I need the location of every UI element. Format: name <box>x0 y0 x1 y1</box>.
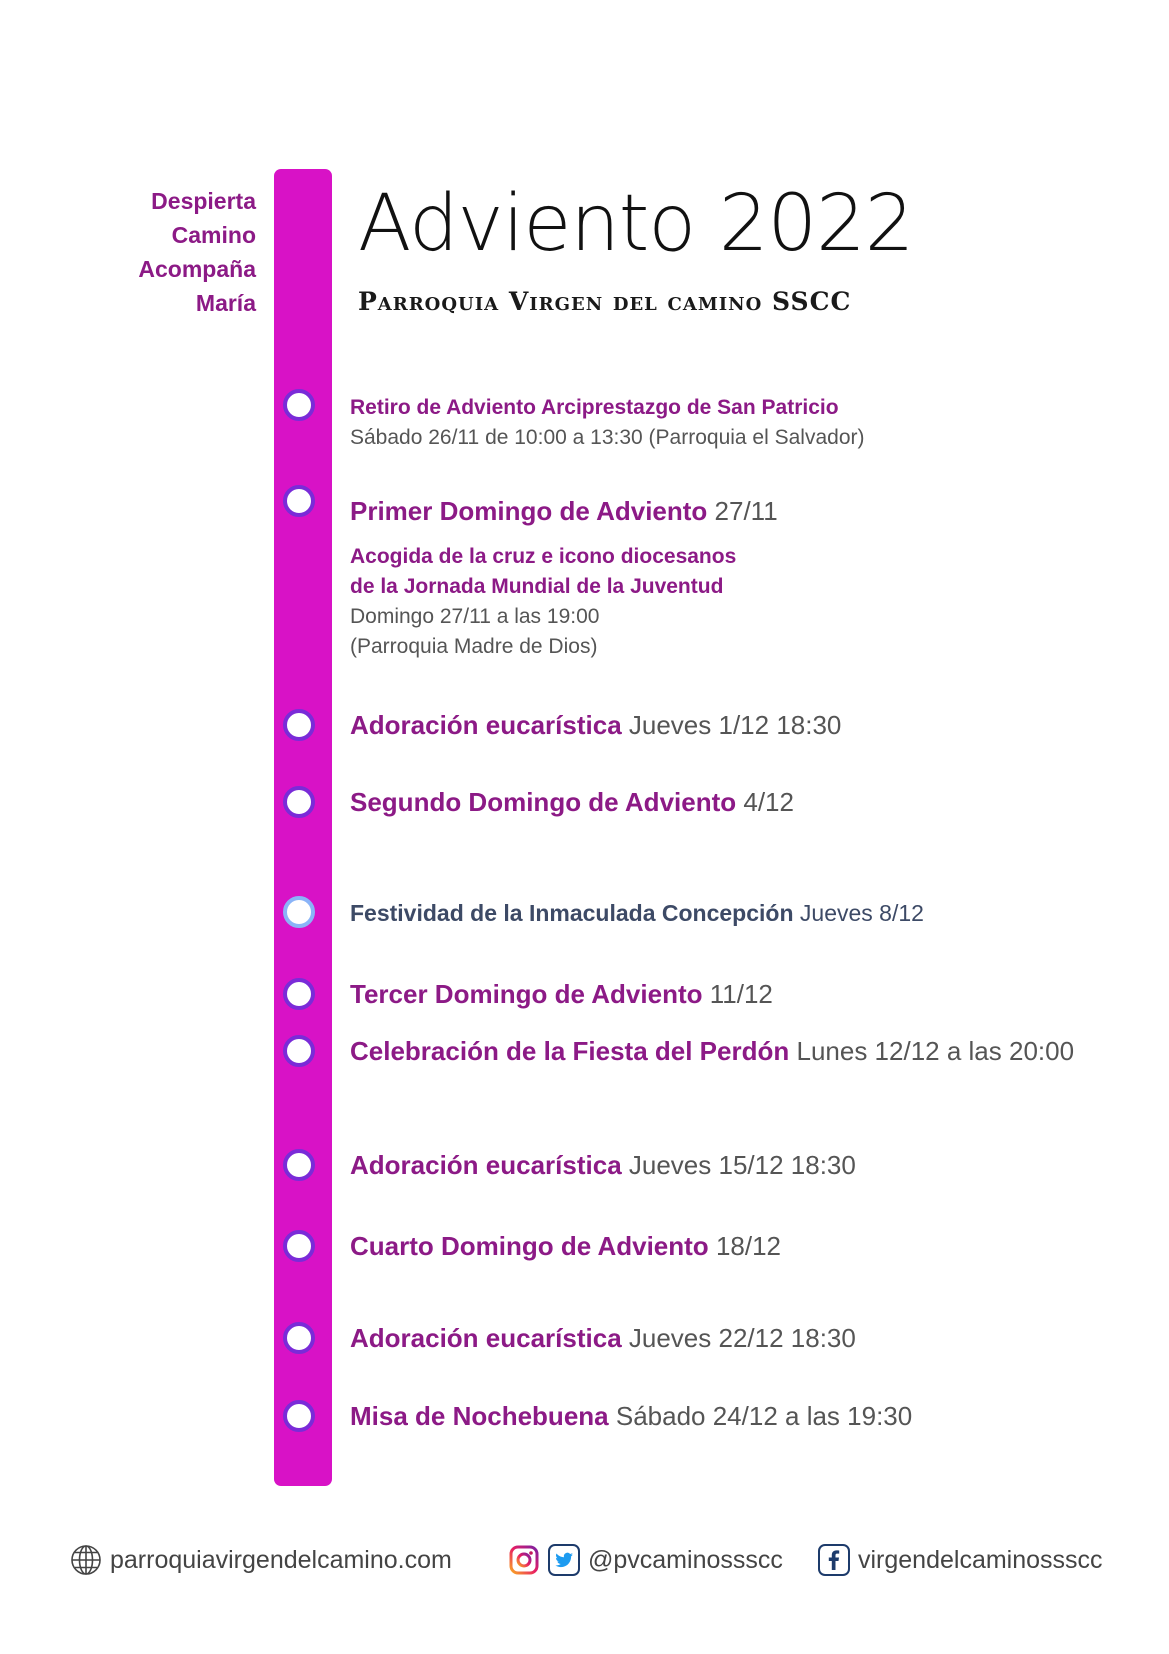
timeline-dot <box>283 978 315 1010</box>
social-links[interactable] <box>508 1544 783 1576</box>
event-detail: Jueves 8/12 <box>799 900 924 926</box>
event-item <box>350 709 841 741</box>
website-text: parroquiavirgendelcamino.com <box>110 1545 452 1574</box>
event-item <box>350 542 736 662</box>
event-title: Misa de Nochebuena <box>350 1401 609 1431</box>
event-title: Festividad de la Inmaculada Concepción <box>350 900 794 926</box>
event-title: de la Jornada Mundial de la Juventud <box>350 575 724 598</box>
event-detail: Jueves 15/12 18:30 <box>628 1150 856 1180</box>
event-item <box>350 1149 856 1181</box>
event-item <box>350 1035 1074 1067</box>
timeline-dot <box>283 1230 315 1262</box>
event-detail: 4/12 <box>743 787 794 817</box>
event-detail: 11/12 <box>709 979 773 1009</box>
timeline-dot <box>283 485 315 517</box>
event-title: Adoración eucarística <box>350 710 622 740</box>
event-title: Cuarto Domingo de Adviento <box>350 1231 709 1261</box>
facebook-link[interactable] <box>818 1544 1103 1576</box>
event-detail: Jueves 1/12 18:30 <box>628 710 842 740</box>
event-title: Segundo Domingo de Adviento <box>350 787 737 817</box>
instagram-icon[interactable] <box>508 1544 540 1576</box>
motto-line: Despierta <box>151 188 256 214</box>
page-subtitle: Parroquia Virgen del camino SSCC <box>358 287 852 316</box>
event-title: Retiro de Adviento Arciprestazgo de San Patricio <box>350 396 839 419</box>
event-title: Celebración de la Fiesta del Perdón <box>350 1036 790 1066</box>
timeline-dot <box>283 1149 315 1181</box>
event-item <box>350 1400 912 1432</box>
page-title: Adviento 2022 <box>358 179 914 269</box>
facebook-text: virgendelcaminossscc <box>858 1545 1103 1574</box>
event-detail: Sábado 26/11 de 10:00 a 13:30 (Parroquia el Salvador) <box>350 426 865 449</box>
event-detail: Lunes 12/12 a las 20:00 <box>796 1036 1075 1066</box>
timeline-dot <box>283 786 315 818</box>
event-item <box>350 393 864 453</box>
timeline-bar <box>274 169 332 1486</box>
website-link[interactable] <box>70 1544 452 1576</box>
timeline-dot <box>283 1322 315 1354</box>
motto-line: Acompaña <box>138 256 256 282</box>
event-detail: 18/12 <box>715 1231 782 1261</box>
event-item <box>350 786 794 818</box>
event-item <box>350 978 773 1010</box>
event-item <box>350 495 778 527</box>
event-detail: Jueves 22/12 18:30 <box>628 1323 856 1353</box>
event-detail: 27/11 <box>714 496 778 526</box>
timeline-dot <box>283 896 315 928</box>
event-title: Adoración eucarística <box>350 1323 622 1353</box>
event-title: Tercer Domingo de Adviento <box>350 979 703 1009</box>
timeline-dot <box>283 389 315 421</box>
footer <box>0 1544 1169 1584</box>
timeline-dot <box>283 709 315 741</box>
event-title: Acogida de la cruz e icono diocesanos <box>350 545 737 568</box>
facebook-icon <box>818 1544 850 1576</box>
event-item <box>350 1230 781 1262</box>
motto-line: Camino <box>171 222 256 248</box>
event-item <box>350 1322 856 1354</box>
event-title: Primer Domingo de Adviento <box>350 496 708 526</box>
motto-line: María <box>195 290 256 316</box>
twitter-icon[interactable] <box>548 1544 580 1576</box>
motto <box>60 184 256 320</box>
event-detail: Domingo 27/11 a las 19:00 <box>350 605 600 628</box>
timeline-dot <box>283 1400 315 1432</box>
timeline-dot <box>283 1035 315 1067</box>
event-item <box>350 898 924 929</box>
event-detail: (Parroquia Madre de Dios) <box>350 635 598 658</box>
event-title: Adoración eucarística <box>350 1150 622 1180</box>
globe-icon <box>70 1544 102 1576</box>
event-detail: Sábado 24/12 a las 19:30 <box>615 1401 913 1431</box>
social-handle-text: @pvcaminossscc <box>588 1545 783 1574</box>
